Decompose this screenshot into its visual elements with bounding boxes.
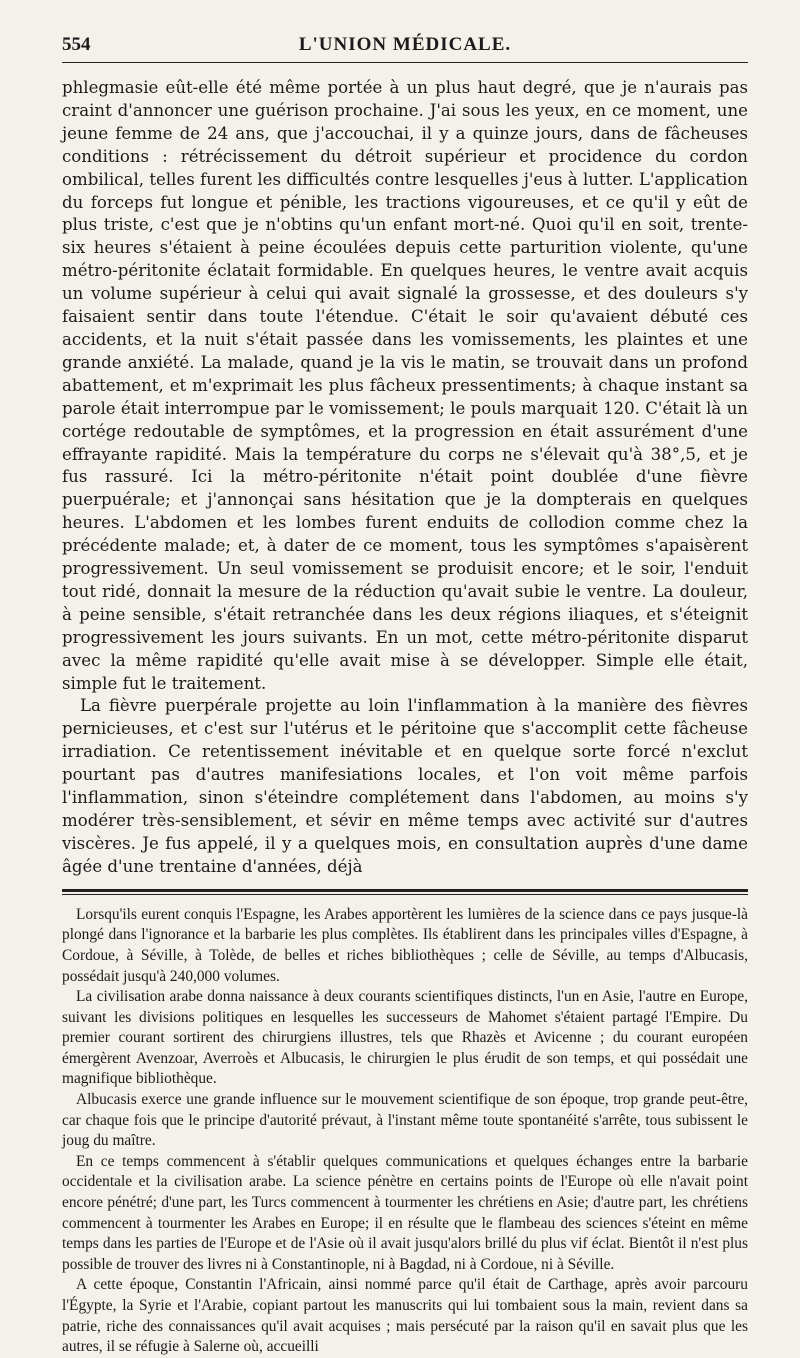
- page-number: 554: [62, 34, 91, 55]
- body-paragraph: La fièvre puerpérale projette au loin l'inflammation à la manière des fièvres pernicieuses, et c'est sur l'utérus et le péritoine que s'accomplit cette fâcheuse irradiation. Ce retentissement inévitable et en quelque sorte forcé n'exclut pourtant pas d'autres manifesiations locales, et l'on voit même parfois l'inflammation, sinon s'éteindre complétement dans l'abdomen, au moins s'y modérer très-sensiblement, et sévir en même temps avec activité sur d'autres viscères. Je fus appelé, il y a quelques mois, en consultation auprès d'une dame âgée d'une trentaine d'années, déjà: [62, 696, 748, 876]
- footnote-paragraph: A cette époque, Constantin l'Africain, ainsi nommé parce qu'il était de Carthage, après avoir parcouru l'Égypte, la Syrie et l'Arabie, copiant partout les manuscrits qui lui tombaient sous la main, revient dans sa patrie, riche des connaissances qu'il avait acquises ; mais persécuté par la raison qu'il en savait plus que les autres, il se réfugie à Salerne où, accueilli: [62, 1276, 748, 1356]
- journal-title: L'UNION MÉDICALE.: [298, 34, 512, 55]
- footnote-paragraph: La civilisation arabe donna naissance à deux courants scientifiques distincts, l'un en Asie, l'autre en Europe, suivant les divisions politiques en lesquelles les successeurs de Mahomet s'étaient partagé l'Empire. Du premier courant sortirent des chirurgiens illustres, tels que Rhazès et Avicenne ; du courant européen émergèrent Avenzoar, Averroès et Albucasis, le chirurgien le plus érudit de son temps, et qui possédait une magnifique bibliothèque.: [62, 988, 748, 1088]
- footnote-paragraph: Lorsqu'ils eurent conquis l'Espagne, les Arabes apportèrent les lumières de la science dans ce pays jusque-là plongé dans l'ignorance et la barbarie les plus complètes. Ils établirent dans les principales villes d'Espagne, à Cordoue, à Séville, à Tolède, de belles et riches bibliothèques ; celle de Séville, au temps d'Albucasis, possédait jusqu'à 240,000 volumes.: [62, 905, 748, 985]
- footnote-section: [62, 905, 748, 1358]
- footnote-separator: [62, 889, 748, 895]
- page-header: [62, 30, 748, 63]
- main-body-text: [62, 77, 748, 879]
- footnote-paragraph: Albucasis exerce une grande influence sur le mouvement scientifique de son époque, trop grande peut-être, car chaque fois que le principe d'autorité prévaut, à l'instant même toute spontanéité s'arrête, tous subissent le joug du maître.: [62, 1091, 748, 1150]
- footnote-paragraph: En ce temps commencent à s'établir quelques communications et quelques échanges entre la barbarie occidentale et la civilisation arabe. La science pénètre en certains points de l'Europe où elle n'avait point encore pénétré; d'une part, les Turcs commencent à tourmenter les chrétiens en Asie; d'autre part, les chrétiens commencent à tourmenter les Arabes en Europe; il en résulte que le flambeau des sciences s'éteint en même temps dans les parties de l'Europe et de l'Asie où il avait jusqu'alors brillé du plus vif éclat. Bientôt il n'est plus possible de trouver des livres ni à Constantinople, ni à Bagdad, ni à Cordoue, ni à Séville.: [62, 1152, 748, 1273]
- body-paragraph: phlegmasie eût-elle été même portée à un plus haut degré, que je n'aurais pas craint d'annoncer une guérison prochaine. J'ai sous les yeux, en ce moment, une jeune femme de 24 ans, que j'accouchai, il y a quinze jours, dans de fâcheuses conditions : rétrécissement du détroit supérieur et procidence du cordon ombilical, telles furent les difficultés contre lesquelles j'eus à lutter. L'application du forceps fut longue et pénible, les tractions vigoureuses, et ce qu'il y eût de plus triste, c'est que je n'obtins qu'un enfant mort-né. Quoi qu'il en soit, trente-six heures s'étaient à peine écoulées depuis cette parturition violente, qu'une métro-péritonite éclatait formidable. En quelques heures, le ventre avait acquis un volume supérieur à celui qui avait signalé la grossesse, et des douleurs s'y faisaient sentir dans toute l'étendue. C'était le soir qu'avaient débuté ces accidents, et la nuit s'était passée dans les vomissements, les plaintes et une grande anxiété. La malade, quand je la vis le matin, se trouvait dans un profond abattement, et m'exprimait les plus fâcheux pressentiments; à chaque instant sa parole était interrompue par le vomissement; le pouls marquait 120. C'était là un cortége redoutable de symptômes, et la progression en était assurément d'une effrayante rapidité. Mais la température du corps ne s'élevait qu'à 38°,5, et je fus rassuré. Ici la métro-péritonite n'était point doublée d'une fièvre puerpuérale; et j'annonçai sans hésitation que je la dompterais en quelques heures. L'abdomen et les lombes furent enduits de collodion comme chez la précédente malade; et, à dater de ce moment, tous les symptômes s'apaisèrent progressivement. Un seul vomissement se produisit encore; et le soir, l'enduit tout ridé, donnait la mesure de la réduction qu'avait subie le ventre. La douleur, à peine sensible, s'était retranchée dans les deux régions iliaques, et s'éteignit progressivement les jours suivants. En un mot, cette métro-péritonite disparut avec la même rapidité qu'elle avait mise à se développer. Simple elle était, simple fut le traitement.: [62, 78, 748, 693]
